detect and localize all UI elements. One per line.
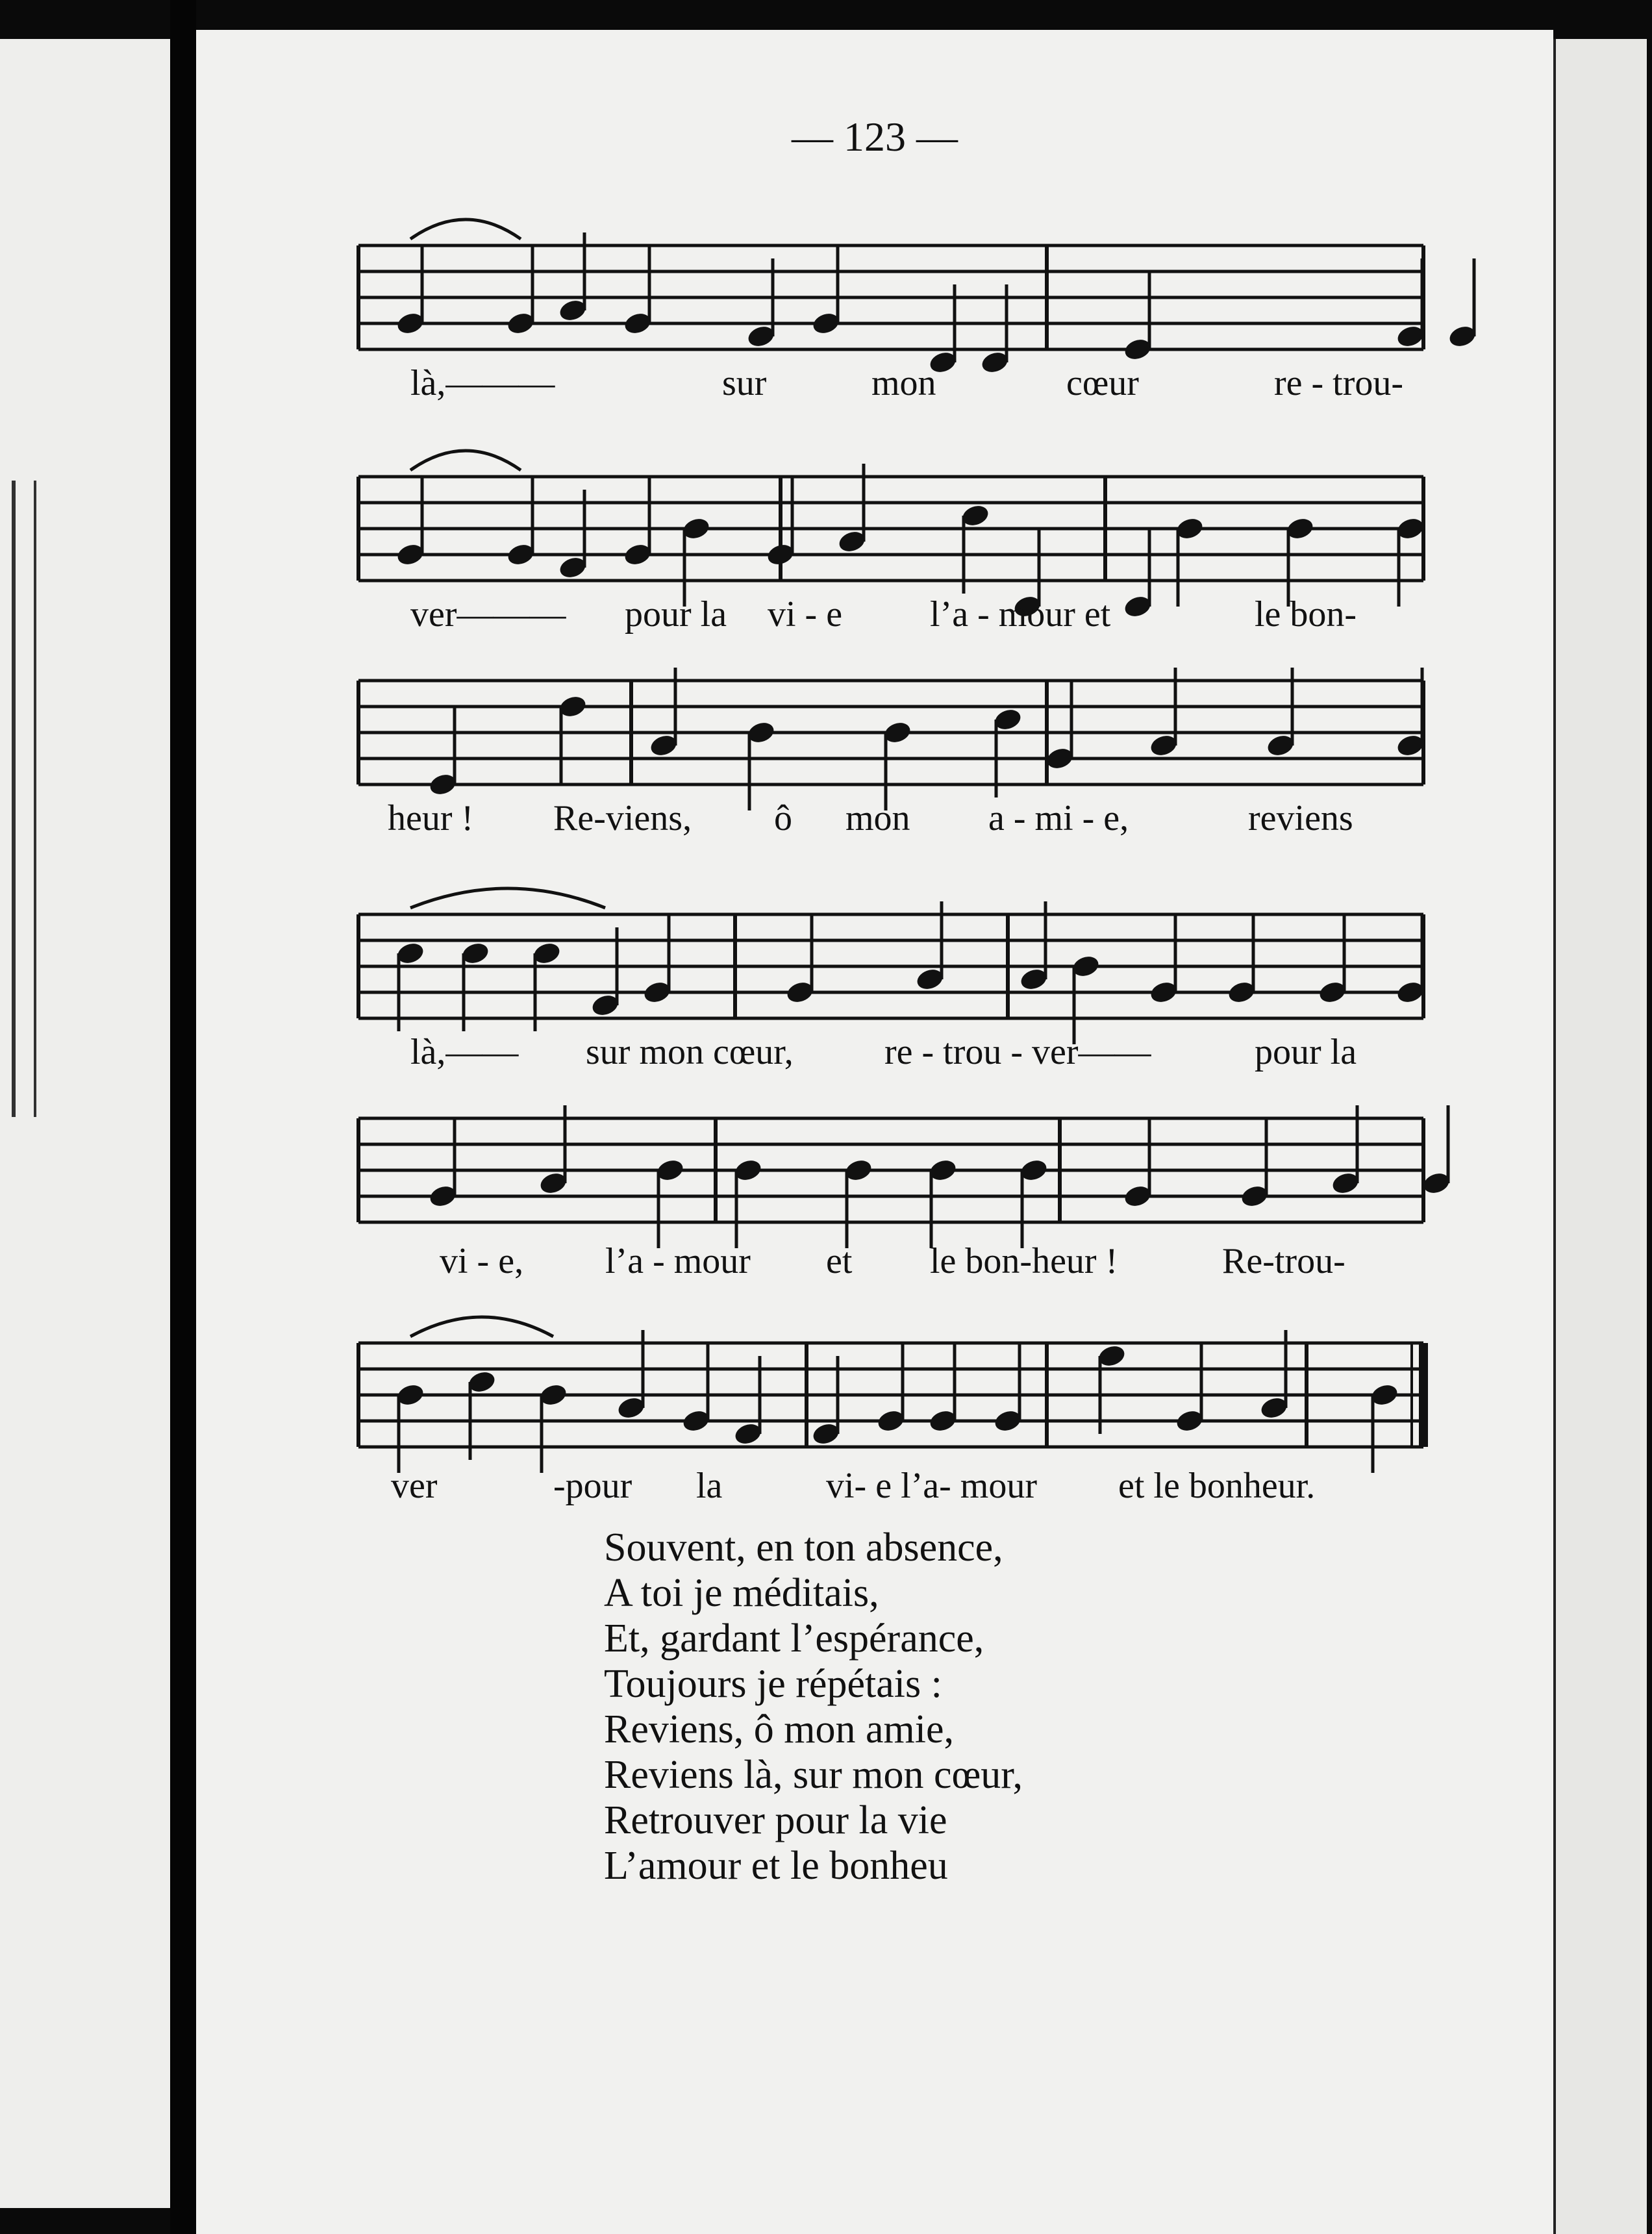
lyric: pour la	[1255, 1032, 1357, 1072]
lyric: là,———	[410, 363, 555, 403]
left-page-text-remnant	[12, 481, 36, 1117]
verse-line: Retrouver pour la vie	[604, 1798, 947, 1842]
lyric: l’a - mour	[605, 1241, 751, 1281]
lyric: sur mon cœur,	[586, 1032, 794, 1072]
lyric: Re-viens,	[553, 798, 692, 838]
lyric: cœur	[1066, 363, 1139, 403]
lyric: -pour	[553, 1466, 632, 1506]
lyric: re - trou - ver——	[884, 1032, 1151, 1072]
lyrics-line-5	[358, 1240, 1592, 1292]
lyric: sur	[722, 363, 767, 403]
music-staff-5	[358, 1079, 1625, 1268]
lyric: le bon-heur !	[930, 1241, 1118, 1281]
lyric: la	[696, 1466, 723, 1506]
slur	[410, 451, 521, 470]
lyric: ver———	[410, 594, 566, 634]
left-page-margin	[0, 39, 170, 2208]
lyrics-line-2	[358, 594, 1592, 646]
lyric: mon	[871, 363, 936, 403]
slur	[410, 1317, 553, 1337]
lyric: Re-trou-	[1222, 1241, 1345, 1281]
lyric: heur !	[388, 798, 474, 838]
lyric: et le bonheur.	[1118, 1466, 1316, 1506]
verse-line: Reviens, ô mon amie,	[604, 1707, 954, 1751]
slur	[410, 220, 521, 239]
lyric: ver	[391, 1466, 438, 1506]
lyrics-line-3	[358, 797, 1592, 849]
verse-text	[604, 1525, 1188, 1889]
lyrics-line-1	[358, 362, 1592, 414]
lyric: là,——	[410, 1032, 519, 1072]
slur	[410, 888, 605, 908]
lyric: l’a - mour et	[930, 594, 1111, 634]
book-gutter	[170, 0, 196, 2234]
lyric: vi- e l’a- mour	[826, 1466, 1037, 1506]
lyric: vi - e	[768, 594, 843, 634]
verse-line: A toi je méditais,	[604, 1571, 879, 1615]
lyrics-line-4	[358, 1031, 1592, 1083]
music-staff-6	[358, 1304, 1625, 1492]
lyric: le bon-	[1255, 594, 1357, 634]
lyric: ô	[774, 798, 792, 838]
verse-line: Toujours je répétais :	[604, 1662, 942, 1706]
page-number: — 123 —	[792, 114, 958, 160]
verse-line: Et, gardant l’espérance,	[604, 1616, 984, 1661]
verse-line: Reviens là, sur mon cœur,	[604, 1753, 1023, 1797]
verse-line: L’amour et le bonheu	[604, 1844, 948, 1888]
lyric: et	[826, 1241, 853, 1281]
lyric: reviens	[1248, 798, 1353, 838]
lyric: a - mi - e,	[988, 798, 1129, 838]
lyric: vi - e,	[440, 1241, 524, 1281]
lyric: re - trou-	[1274, 363, 1404, 403]
lyric: pour la	[625, 594, 727, 634]
lyrics-line-6	[358, 1465, 1592, 1517]
book-page	[196, 30, 1553, 2234]
lyric: mon	[845, 798, 910, 838]
verse-line: Souvent, en ton absence,	[604, 1525, 1003, 1570]
